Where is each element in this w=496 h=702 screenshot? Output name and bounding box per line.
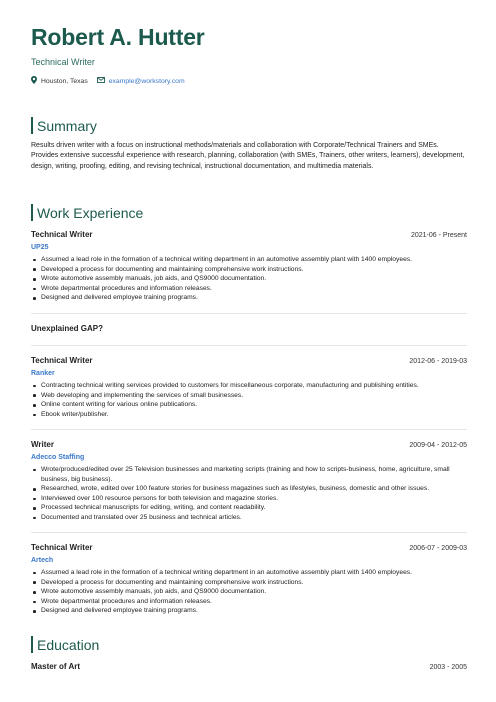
bullet-item: Processed technical manuscripts for editing, writing, and content readability. — [41, 503, 467, 513]
bullet-item: Researched, wrote, edited over 100 feature stories for business magazines such as lifestyles, business, domestic and other issues. — [41, 484, 467, 494]
job-dates: 2006-07 - 2009-03 — [409, 545, 467, 552]
job-bullets — [31, 568, 467, 616]
contact-line — [31, 76, 185, 86]
section-divider — [31, 532, 467, 533]
bullet-item: Wrote automotive assembly manuals, job aids, and QS9000 documentation. — [41, 587, 467, 597]
job-entry — [31, 440, 467, 523]
job-title: Technical Writer — [31, 543, 93, 552]
summary-heading: Summary — [37, 117, 97, 134]
company-name: Adecco Staffing — [31, 454, 85, 461]
section-divider — [31, 429, 467, 430]
work-heading: Work Experience — [37, 204, 144, 221]
bullet-item: Designed and delivered employee training programs. — [41, 606, 467, 616]
job-dates: 2012-06 - 2019-03 — [409, 358, 467, 365]
education-entry — [31, 662, 467, 671]
bullet-item: Wrote/produced/edited over 25 Television businesses and marketing scripts (training and how to scripts-business, home, agriculture, small business, big business). — [41, 465, 467, 484]
bullet-item: Interviewed over 100 resource persons for both television and magazine stories. — [41, 494, 467, 504]
job-header — [31, 440, 467, 451]
job-bullets — [31, 381, 467, 419]
job-entry — [31, 230, 467, 303]
job-header — [31, 356, 467, 367]
bullet-item: Online content writing for various online publications. — [41, 400, 467, 410]
bullet-item: Documented and translated over 25 business and technical articles. — [41, 513, 467, 523]
section-accent-bar — [31, 117, 33, 134]
company-name: Ranker — [31, 370, 55, 377]
job-bullets — [31, 255, 467, 303]
company-name: Artech — [31, 557, 54, 564]
gap-label: Unexplained GAP? — [31, 324, 104, 333]
job-entry — [31, 543, 467, 616]
job-entry — [31, 356, 467, 419]
bullet-item: Designed and delivered employee training programs. — [41, 293, 467, 303]
section-divider — [31, 345, 467, 346]
section-accent-bar — [31, 636, 33, 653]
candidate-title: Technical Writer — [31, 57, 95, 67]
bullet-item: Ebook writer/publisher. — [41, 410, 467, 420]
education-heading: Education — [37, 636, 100, 653]
job-bullets — [31, 465, 467, 523]
job-title: Writer — [31, 440, 54, 449]
job-dates: 2009-04 - 2012-05 — [409, 442, 467, 449]
job-header — [31, 230, 467, 241]
job-header — [31, 543, 467, 554]
bullet-item: Assumed a lead role in the formation of a technical writing department in an automotive assembly plant with 1400 employees. — [41, 568, 467, 578]
email-link[interactable]: example@workstory.com — [108, 77, 185, 85]
job-title: Technical Writer — [31, 356, 93, 365]
bullet-item: Web developing and implementing the services of small businesses. — [41, 391, 467, 401]
degree-name: Master of Art — [31, 662, 81, 671]
education-dates: 2003 - 2005 — [429, 664, 467, 671]
company-name: UP25 — [31, 244, 49, 251]
bullet-item: Wrote departmental procedures and information releases. — [41, 284, 467, 294]
bullet-item: Contracting technical writing services provided to customers for miscellaneous corporate, manufacturing and publishing entities. — [41, 381, 467, 391]
candidate-name: Robert A. Hutter — [31, 24, 205, 50]
work-section-header — [31, 204, 143, 221]
location-text: Houston, Texas — [41, 77, 88, 85]
job-dates: 2021-06 - Present — [410, 232, 467, 239]
summary-text: Results driven writer with a focus on instructional methods/materials and collaboration with Corporate/Technical Trainers and SMEs. Provides extensive successful experience with research, planning, collaboration (with SMEs, Trainers, other writers, learners), development, design, writing, proofing, editing, and revising technical, instructional documentation, and multimedia materials. — [31, 142, 465, 170]
summary-section-header — [31, 117, 97, 134]
bullet-item: Developed a process for documenting and maintaining comprehensive work instructions. — [41, 265, 467, 275]
section-divider — [31, 313, 467, 314]
bullet-item: Wrote departmental procedures and information releases. — [41, 597, 467, 607]
envelope-icon — [97, 77, 105, 85]
job-title: Technical Writer — [31, 230, 93, 239]
bullet-item: Wrote automotive assembly manuals, job aids, and QS9000 documentation. — [41, 274, 467, 284]
map-pin-icon — [31, 76, 37, 86]
education-section-header — [31, 636, 99, 653]
bullet-item: Developed a process for documenting and maintaining comprehensive work instructions. — [41, 578, 467, 588]
section-accent-bar — [31, 204, 33, 221]
bullet-item: Assumed a lead role in the formation of a technical writing department in an automotive assembly plant with 1400 employees. — [41, 255, 467, 265]
